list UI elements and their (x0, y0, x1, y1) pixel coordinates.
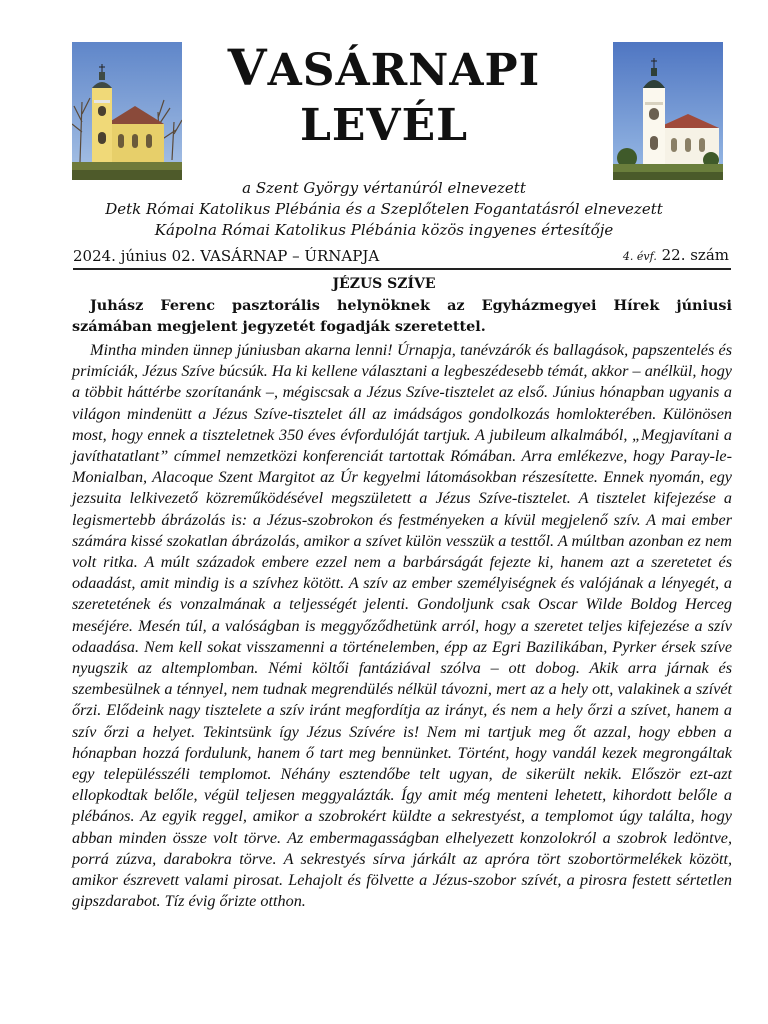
article-lede: Juhász Ferenc pasztorális helynöknek az Egyházmegyei Hírek júniusi számában megjelent jegyzetét fogadják szeretettel. (72, 297, 732, 335)
masthead-title-line2: LEVÉL (299, 100, 469, 151)
church-photo-right (613, 42, 723, 180)
masthead-subtitle-line-3: Kápolna Római Katolikus Plébánia közös ingyenes értesítője (154, 221, 614, 239)
issue-number (623, 246, 729, 264)
masthead-subtitle-line-2: Detk Római Katolikus Plébánia és a Szeplőtelen Fogantatásról elnevezett (105, 200, 663, 218)
masthead-title-rest: ASÁRNAPI (267, 45, 541, 96)
masthead-title (190, 38, 578, 97)
church-photo-left (72, 42, 182, 180)
article-title: JÉZUS SZÍVE (332, 276, 436, 292)
issue-dateline (73, 244, 731, 270)
article-body: Mintha minden ünnep júniusban akarna lenni! Úrnapja, tanévzárók és ballagások, papszentelés és primíciák, Jézus Szíve búcsúk. Ha ki kellene választani a legbeszédesebb témát, akkor – anélkül, hogy a többit háttérbe szorítanánk –, mégiscsak a Jézus Szíve-tisztelet az első. Június hónapban ugyanis a világon mindenütt a Jézus Szíve-tisztelet áll az imádságos gondolkozás homlokterében. Különösen most, hogy ennek a tiszteletnek 350 éves évfordulóját tartjuk. A jubileum alkalmából, „Megjavítani a javíthatatlant” címmel nemzetközi konferenciát tartottak Rómában. Arra emlékezve, hogy Paray-le-Monialban, Alacoque Szent Margitot az Úr kegyelmi látomásokban részesítette. Ennek nyomán, egy jezsuita lelkivezető közreműködésével megszületett a Jézus Szíve-tisztelet. A tisztelet kifejezése a legismertebb ábrázolás is: a Jézus-szobrokon és festményeken a kívül megjelenő szív. A mai ember számára kissé szokatlan ábrázolás, amikor a szívet külön vesszük a testtől. A múltban azonban ez nem volt ritka. A múlt századok embere ezzel nem a barbárságát fejezte ki, hanem azt a szeretetet és odaadást, amit mindig is a szívhez kötött. A szív az ember személyiségnek és valójának a lényegét, a szeretetének és vonzalmának a teljességét jelenti. Gondoljunk csak Oscar Wilde Boldog Herceg meséjére. Mesén túl, a valóságban is meggyőződhetünk arról, hogy a szeretet teljes kifejezése a szív odaadása. Nem kell sokat visszamenni a történelemben, épp az Egri Bazilikában, Pyrker érsek szíve nyugszik az altemplomban. Némi költői fantáziával szólva – ott dobog. Akik arra járnak és szembesülnek a ténnyel, nem tudnak megrendülés nélkül távozni, mert az a hely ott, valakinek a szívét őrzi. Elődeink nagy tisztelete a szív iránt megfordítja az irányt, és nem a hely őrzi a szívet, hanem a szív őrzi a helyet. Tekintsünk így Jézus Szívére is! Nem mi tartjuk meg őt azzal, hogy ebben a hónapban hozzá fordulunk, hanem ő tart meg bennünket. Történt, hogy vandál kezek megrongáltak egy településszéli templomot. Néhány esztendőbe telt ugyan, de sikerült nekik. Először ezt-azt ellopkodtak belőle, végül teljesen meggyalázták. Így amit még menteni lehetett, kihordott belőle a plébános. Az egyik reggel, amikor a szobrokért küldte a sekrestyést, a templomot úgy találta, hogy abban minden össze volt törve. Az embermagasságban elhelyezett konzolokról a szobrok ledöntve, porrá zúzva, darabokra törve. A sekrestyés sírva járkált az apróra tört szobortörmelékek között, amikor észrevett valami pirosat. Lehajolt és fölvette a Jézus-szobor szívét, a pirosra festett sértetlen gipszdarabot. Tíz évig őrizte otthon. (72, 341, 732, 911)
masthead-subtitle-line-1: a Szent György vértanúról elnevezett (242, 179, 526, 197)
masthead-title-initial: V (227, 38, 268, 97)
issue-number-label: 22. szám (661, 246, 729, 264)
issue-date: 2024. június 02. VASÁRNAP – ÚRNAPJA (73, 247, 380, 265)
issue-year-label: 4. évf. (622, 250, 657, 263)
